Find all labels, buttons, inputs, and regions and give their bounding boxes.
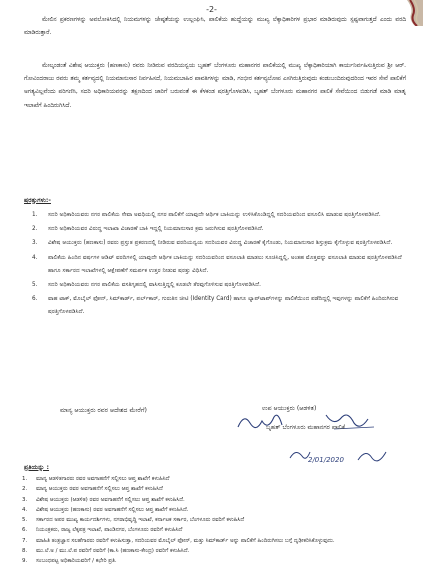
copy-item: 2. ಮಾನ್ಯ ಆಯುಕ್ತರು ರವರ ಅವಗಾಹನೆಗೆ ಸಲ್ಲಿಸಲು ಆಪ್ತ ಶಾಖೆಗೆ ಕಳುಹಿಸಿದೆ [22, 486, 163, 493]
copy-item: 5. ಸರ್ಕಾರದ ಅಪರ ಮುಖ್ಯ ಕಾರ್ಯದರ್ಶಿಗಳು, ನಗರಾಭಿವೃದ್ಧಿ ಇಲಾಖೆ, ಕರ್ನಾಟಕ ಸರ್ಕಾರ, ಬೆಂಗಳೂರು ರವರಿಗೆ ಕಳುಹಿಸಿದೆ [22, 517, 245, 524]
copies-list [18, 474, 410, 567]
condition-number: 3. [32, 240, 38, 247]
page-number: -2- [206, 5, 217, 14]
copy-item: 9. ಸಂಬಂಧಪಟ್ಟ ಅಧಿಕಾರಿಯವರಿಗೆ / ಕಛೇರಿ ಪ್ರತಿ. [22, 558, 117, 565]
condition-item [26, 252, 406, 278]
copy-item: 4. ವಿಶೇಷ ಆಯುಕ್ತರು (ಹಣಕಾಸು) ರವರ ಅವಗಾಹನೆಗೆ ಸಲ್ಲಿಸಲು ಆಪ್ತ ಶಾಖೆಗೆ ಕಳುಹಿಸಿದೆ. [22, 506, 189, 513]
condition-item [26, 237, 406, 250]
condition-text: ಸದರಿ ಅಧಿಕಾರಿಯವರು ನಗರ ಪಾಲಿಕೆಯ ಸೇವಾ ಅವಧಿಯಲ್ಲಿ ನಗರ ಪಾಲಿಕೆಗೆ ಯಾವುದೇ ಆರ್ಥಿಕ ಬಾಕಿಯನ್ನು ಉಳಿಸಿಕೊಂಡಿದ್ದಲ್ಲಿ ಸದರಿಯವರಿಂದ ವಸೂಲಿಸಿ ಮಾಡುವ ಷರತ್ತಿಗೊಳಪಡಿಸಿದೆ. [48, 212, 381, 218]
condition-number: 1. [32, 212, 38, 218]
copy-item: 8. ಮು.ಲೆ.ಅ / ಮು.ಲೆ.ಪ ರವರಿಗೆ ರವರಿಗೆ (ಕಾ.ಸಿ (ಹಣಕಾಸು-ಕೇಂದ್ರ) ರವರಿಗೆ ಕಳುಹಿಸಿದೆ. [22, 548, 190, 555]
handwritten-signature [234, 409, 394, 437]
conditions-heading: ಷರತ್ತುಗಳು:- [24, 197, 51, 204]
condition-number: 5. [32, 282, 38, 289]
condition-text: ವಿಶೇಷ ಆಯುಕ್ತರು (ಹಣಕಾಸು) ರವರು ಪ್ರಸ್ತುತ ಪ್ರಕರಣದಲ್ಲಿ ನೀಡಿರುವ ವರದಿಯನ್ವಯ ಸದರಿಯವರ ವಿರುದ್ಧ ವಿಚಾರಣೆ ಕೈಗೊಂಡು, ನಿಯಮಾನುಸಾರ ಶಿಸ್ತುಕ್ರಮ ಕೈಗೊಳ್ಳುವ ಷರತ್ತಿಗೊಳಪಡಿಸಿದೆ. [48, 240, 393, 247]
copies-heading: ಪ್ರತಿಯನ್ನು : [24, 464, 50, 471]
condition-number: 2. [32, 226, 38, 233]
copy-item: 7. ಮಾಹಿತಿ ತಂತ್ರಜ್ಞಾನ ಸಲಹೆಗಾರರು ರವರಿಗೆ ಕಳುಹಿಸುತ್ತಾ, ಸದರಿಯವರ ಮೊಬೈಲ್ ಫೋನ್, ಮತ್ತು ಸಿಮ್‌ಕಾರ್ಡ್ ಅನ್ನು ಪಾಲಿಕೆಗೆ ಹಿಂದಿರುಗಿಸಲು ಬಗ್ಗೆ ದೃಢೀಕರಿಸಿಕೊಳ್ಳುವುದು. [22, 537, 335, 544]
condition-text: ಸದರಿ ಅಧಿಕಾರಿಯವರ ವಿರುದ್ಧ ಇಲಾಖಾ ವಿಚಾರಣೆ ಬಾಕಿ ಇದ್ದಲ್ಲಿ ನಿಯಮಾನುಸಾರ ಕ್ರಮ ಜರುಗಿಸುವ ಷರತ್ತಿಗೊಳಪಡಿಸಿದೆ. [48, 226, 264, 233]
intro-paragraph: ಮೇಲಿನ ಪ್ರಕರಣಗಳನ್ನು ಅವಲೋಕಿಸಿದಲ್ಲಿ ನಿಯಮಗಳನ್ನು ಜೇಷ್ಠತೆಯನ್ನು ಉಲ್ಲಂಘಿಸಿ, ಪಾಲಿಕೆಯ ಹುದ್ದೆಯನ್ನು ಮುಖ್ಯ ಲೆಕ್ಕಾಧಿಕಾರಿಗಳ ಪ್ರಭಾರ ಮಾಡಿರುವುದು ಸ್ಪಷ್ಟವಾಗುತ್ತದೆ ಎಂದು ವರದಿ ಮಾಡಿರುತ್ತಾರೆ. [24, 17, 406, 37]
condition-text: ಪಾಲಿಕೆಯ ಹಿಂದಿನ ವರ್ಷಗಳ ಆಡಿಟ್ ವರದಿಗಳಲ್ಲಿ ಯಾವುದೇ ಆರ್ಥಿಕ ಬಾಕಿಯನ್ನು ಸದರಿಯವರಿಂದ ವಸೂಲಾತಿ ಮಾಡಲು ಸೂಚಿಸಿದ್ದಲ್ಲಿ, ಅಂತಹ ಮೊತ್ತವನ್ನು ವಸೂಲಾತಿ ಮಾಡುವ ಷರತ್ತಿಗೊಳಪಡಿಸಿದೆ ಹಾಗೂ ಸರ್ಕಾರದ ಇಲಾಖೆಗಳಲ್ಲಿ ಆಕ್ಷೇಪಣೆಗೆ ಸಮರ್ಪಕ ಉತ್ತರ ನೀಡುವ ಷರತ್ತು ವಿಧಿಸಿದೆ. [48, 254, 402, 274]
copy-item: 1. ಮಾನ್ಯ ಆಡಳಿತಗಾರರು ರವರ ಅವಗಾಹನೆಗೆ ಸಲ್ಲಿಸಲು ಆಪ್ತ ಶಾಖೆಗೆ ಕಳುಹಿಸಿದೆ [22, 476, 170, 482]
condition-item [26, 279, 406, 292]
conditions-list [26, 209, 406, 321]
copy-item: 3. ವಿಶೇಷ ಆಯುಕ್ತರು (ಆಡಳಿತ) ರವರ ಅವಗಾಹನೆಗೆ ಸಲ್ಲಿಸಲು ಆಪ್ತ ಶಾಖೆಗೆ ಕಳುಹಿಸಿದೆ. [22, 496, 185, 503]
signatory-role: ಉಪ ಆಯುಕ್ತರು (ಆಡಳಿತ) [262, 405, 317, 412]
order-paragraph: ಮೇಲ್ಕಂಡಂತೆ ವಿಶೇಷ ಆಯುಕ್ತರು (ಹಣಕಾಸು) ರವರು ನೀಡಿರುವ ವರದಿಯನ್ವಯ ಬೃಹತ್ ಬೆಂಗಳೂರು ಮಹಾನಗರ ಪಾಲಿಕೆಯಲ್ಲಿ ಮುಖ್ಯ ಲೆಕ್ಕಾಧಿಕಾರಿಯಾಗಿ ಕಾರ್ಯನಿರ್ವಹಿಸುತ್ತಿರುವ ಶ್ರೀ ಆರ್. ಗೋವಿಂದರಾಜು ರವರು ತಮ್ಮ ಕರ್ತವ್ಯದಲ್ಲಿ ನಿಯಮಾನುಸಾರ ನಿರ್ವಹಿಸದೆ, ನಿಯಮಬಾಹಿರ ಪಾವತಿಗಳನ್ನು ಮಾಡಿ, ಗಂಭೀರ ಕರ್ತವ್ಯಲೋಪ ಎಸಗಿರುತ್ತಿರುವುದು ಕಂಡುಬಂದಿರುವುದರಿಂದ ಇವರ ಸೇವೆ ಪಾಲಿಕೆಗೆ ಅಗತ್ಯವಿಲ್ಲವೆಂದು ಪರಿಗಣಿಸಿ, ಸದರಿ ಅಧಿಕಾರಿಯವರನ್ನು ತಕ್ಷಣದಿಂದ ಜಾರಿಗೆ ಬರುವಂತೆ ಈ ಕೆಳಕಂಡ ಷರತ್ತಿಗೊಳಪಡಿಸಿ, ಬೃಹತ್ ಬೆಂಗಳೂರು ಮಹಾನಗರ ಪಾಲಿಕೆ ಸೇವೆಯಿಂದ ಬಿಡುಗಡೆ ಮಾಡಿ ಮಾತೃ ಇಲಾಖೆಗೆ ಹಿಂದಿರುಗಿಸಿದೆ. [24, 63, 406, 109]
condition-item [26, 223, 406, 236]
condition-item [26, 209, 406, 222]
condition-number: 6. [32, 296, 38, 303]
copy-item: 6. ನಿಯಂತ್ರಕರು, ರಾಜ್ಯ ಲೆಕ್ಕಪತ್ರ ಇಲಾಖೆ, ಪಾಂಡಿನಗರ, ಬೆಂಗಳೂರು ರವರಿಗೆ ಕಳುಹಿಸಿದೆ [22, 527, 183, 534]
signatory-organisation: ಬೃಹತ್ ಬೆಂಗಳೂರು ಮಹಾನಗರ ಪಾಲಿಕೆ [266, 424, 346, 431]
date-initial-stamp [288, 446, 398, 468]
condition-item [26, 293, 406, 319]
stamp-date: 2/01/2020 [308, 456, 344, 464]
condition-text: ಸದರಿ ಅಧಿಕಾರಿಯವರು ನಗರ ಪಾಲಿಕೆಯ ವಸತಿಗೃಹದಲ್ಲಿ ವಾಸಿಸುತ್ತಿದ್ದಲ್ಲಿ ಕೂಡಲೇ ತೆರವುಗೊಳಿಸುವ ಷರತ್ತಿಗೊಳಪಡಿಸಿದೆ. [48, 282, 261, 289]
by-order-line: ಮಾನ್ಯ ಆಯುಕ್ತರು ರವರ ಆದೇಶದ ಮೇರೆಗೆ) [60, 407, 147, 414]
condition-number: 4. [32, 254, 38, 261]
condition-text: ವಾಹ ಟಾಕ್, ಮೊಬೈಲ್ ಫೋನ್, ಸಿಮ್‌ಕಾರ್ಡ್, ಪರ್ಲ್‌ಕಾರ್, ಗುರುತಿನ ಚೀಟಿ (Identity Card) ಹಾಗೂ ಲ್ಯಾಪ್‌ಟಾಪ್‌ಗಳನ್ನು ಪಾಲಿಕೆಯಿಂದ ಪಡೆದಿದ್ದಲ್ಲಿ ಇವುಗಳನ್ನು ಪಾಲಿಕೆಗೆ ಹಿಂದಿರುಗಿಸುವ ಷರತ್ತಿಗೊಳಪಡಿಸಿದೆ. [48, 296, 399, 316]
